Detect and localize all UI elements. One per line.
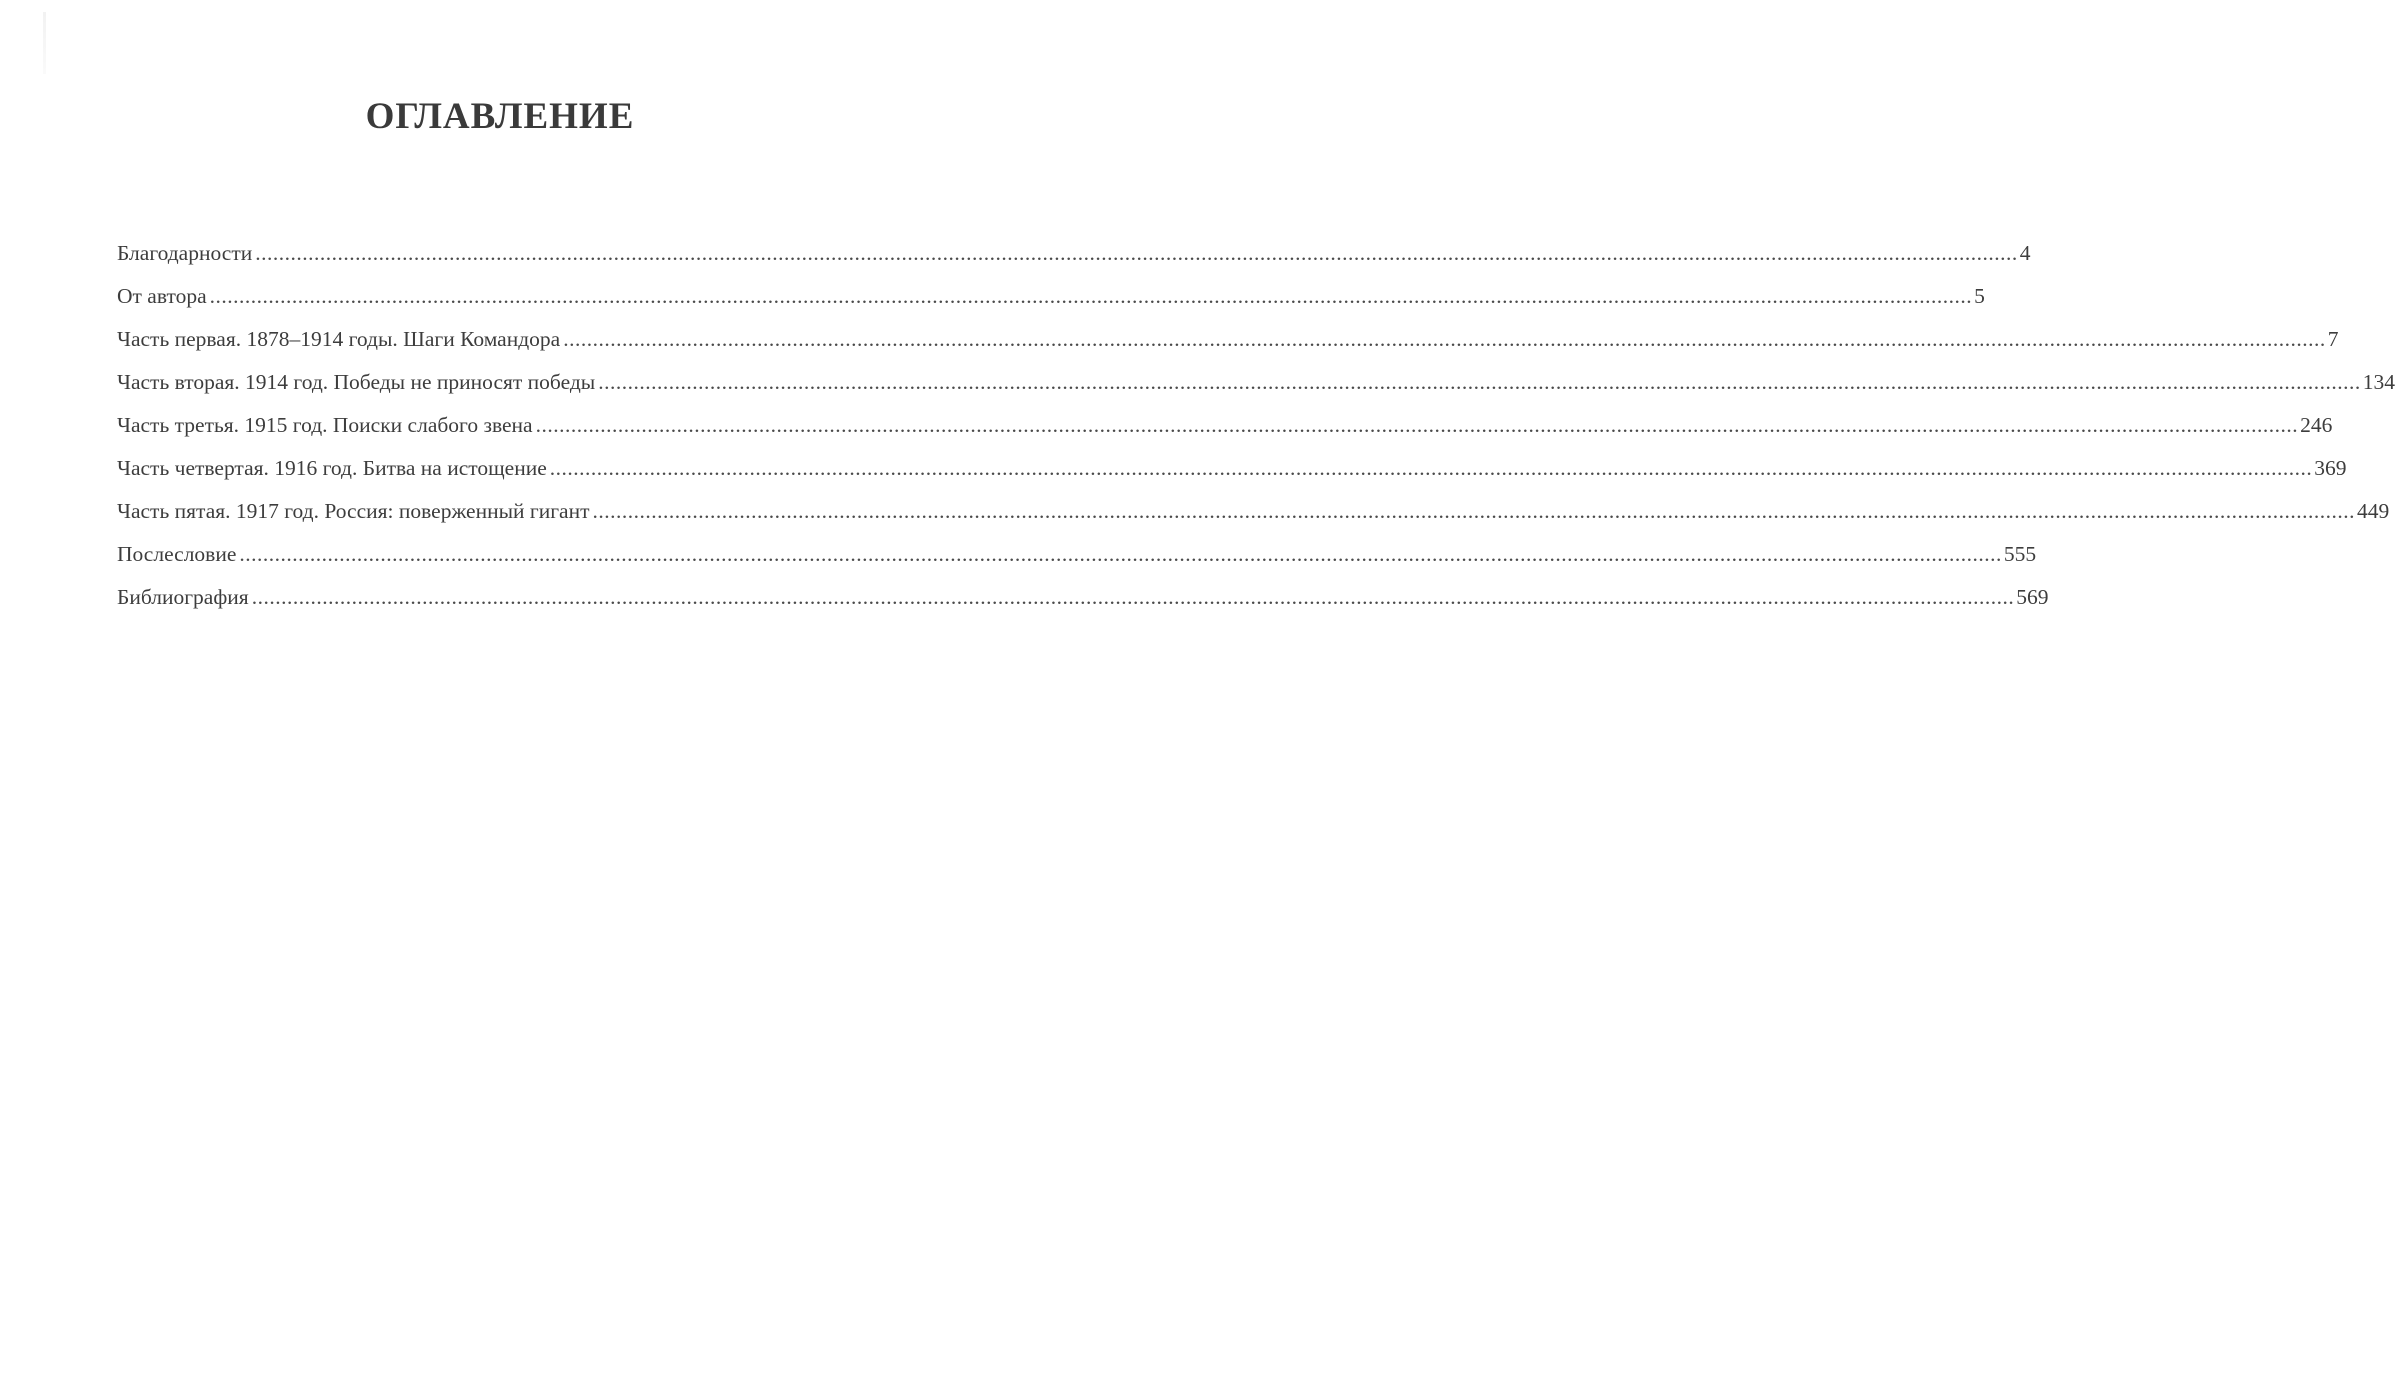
toc-entry-from-author[interactable] <box>117 275 1985 318</box>
toc-page-number: 5 <box>1974 284 1985 308</box>
toc-dot-leader: ............................................................................................................................................................................................................................................................................................................ <box>251 585 2015 609</box>
toc-entry-title: Часть вторая. 1914 год. Победы не приносят победы <box>117 370 596 394</box>
toc-entry-title: От автора <box>117 284 207 308</box>
toc-page-number: 569 <box>2016 585 2049 609</box>
toc-entry-title: Библиография <box>117 585 249 609</box>
toc-dot-leader: ............................................................................................................................................................................................................................................................................................................ <box>255 241 2018 265</box>
toc-dot-leader: ............................................................................................................................................................................................................................................................................................................ <box>535 413 2299 437</box>
scan-edge-mark <box>43 12 46 74</box>
toc-page-number: 369 <box>2314 456 2347 480</box>
toc-page-number: 4 <box>2019 241 2031 265</box>
toc-entry-part-three[interactable] <box>117 404 2333 447</box>
toc-entry-title: Часть пятая. 1917 год. Россия: поверженный гигант <box>117 499 590 523</box>
toc-dot-leader: ............................................................................................................................................................................................................................................................................................................ <box>239 542 2002 566</box>
toc-dot-leader: ............................................................................................................................................................................................................................................................................................................ <box>592 499 2355 523</box>
toc-entry-part-one[interactable] <box>117 318 2339 361</box>
toc-page-number: 449 <box>2357 499 2390 523</box>
toc-entry-part-two[interactable] <box>117 361 2395 404</box>
toc-entry-bibliography[interactable] <box>117 576 2049 619</box>
page-title: ОГЛАВЛЕНИЕ <box>365 95 635 137</box>
toc-dot-leader: ............................................................................................................................................................................................................................................................................................................ <box>598 370 2361 394</box>
toc-entry-part-four[interactable] <box>117 447 2347 490</box>
toc-entry-title: Часть третья. 1915 год. Поиски слабого звена <box>117 413 533 437</box>
toc-entry-afterword[interactable] <box>117 533 2037 576</box>
toc-dot-leader: ............................................................................................................................................................................................................................................................................................................ <box>209 284 1973 308</box>
toc-dot-leader: ............................................................................................................................................................................................................................................................................................................ <box>549 456 2313 480</box>
toc-page-number: 246 <box>2300 413 2333 437</box>
toc-page-number: 134 <box>2362 370 2395 394</box>
toc-page-number: 7 <box>2327 327 2339 351</box>
toc-entry-acknowledgements[interactable] <box>117 232 2031 275</box>
table-of-contents <box>117 232 2395 619</box>
toc-entry-title: Часть четвертая. 1916 год. Битва на истощение <box>117 456 547 480</box>
toc-entry-title: Послесловие <box>117 542 237 566</box>
toc-entry-title: Часть первая. 1878–1914 годы. Шаги Командора <box>117 327 561 351</box>
toc-entry-part-five[interactable] <box>117 490 2390 533</box>
toc-entry-title: Благодарности <box>117 241 253 265</box>
toc-page-number: 555 <box>2003 542 2037 566</box>
toc-dot-leader: ............................................................................................................................................................................................................................................................................................................ <box>563 327 2326 351</box>
